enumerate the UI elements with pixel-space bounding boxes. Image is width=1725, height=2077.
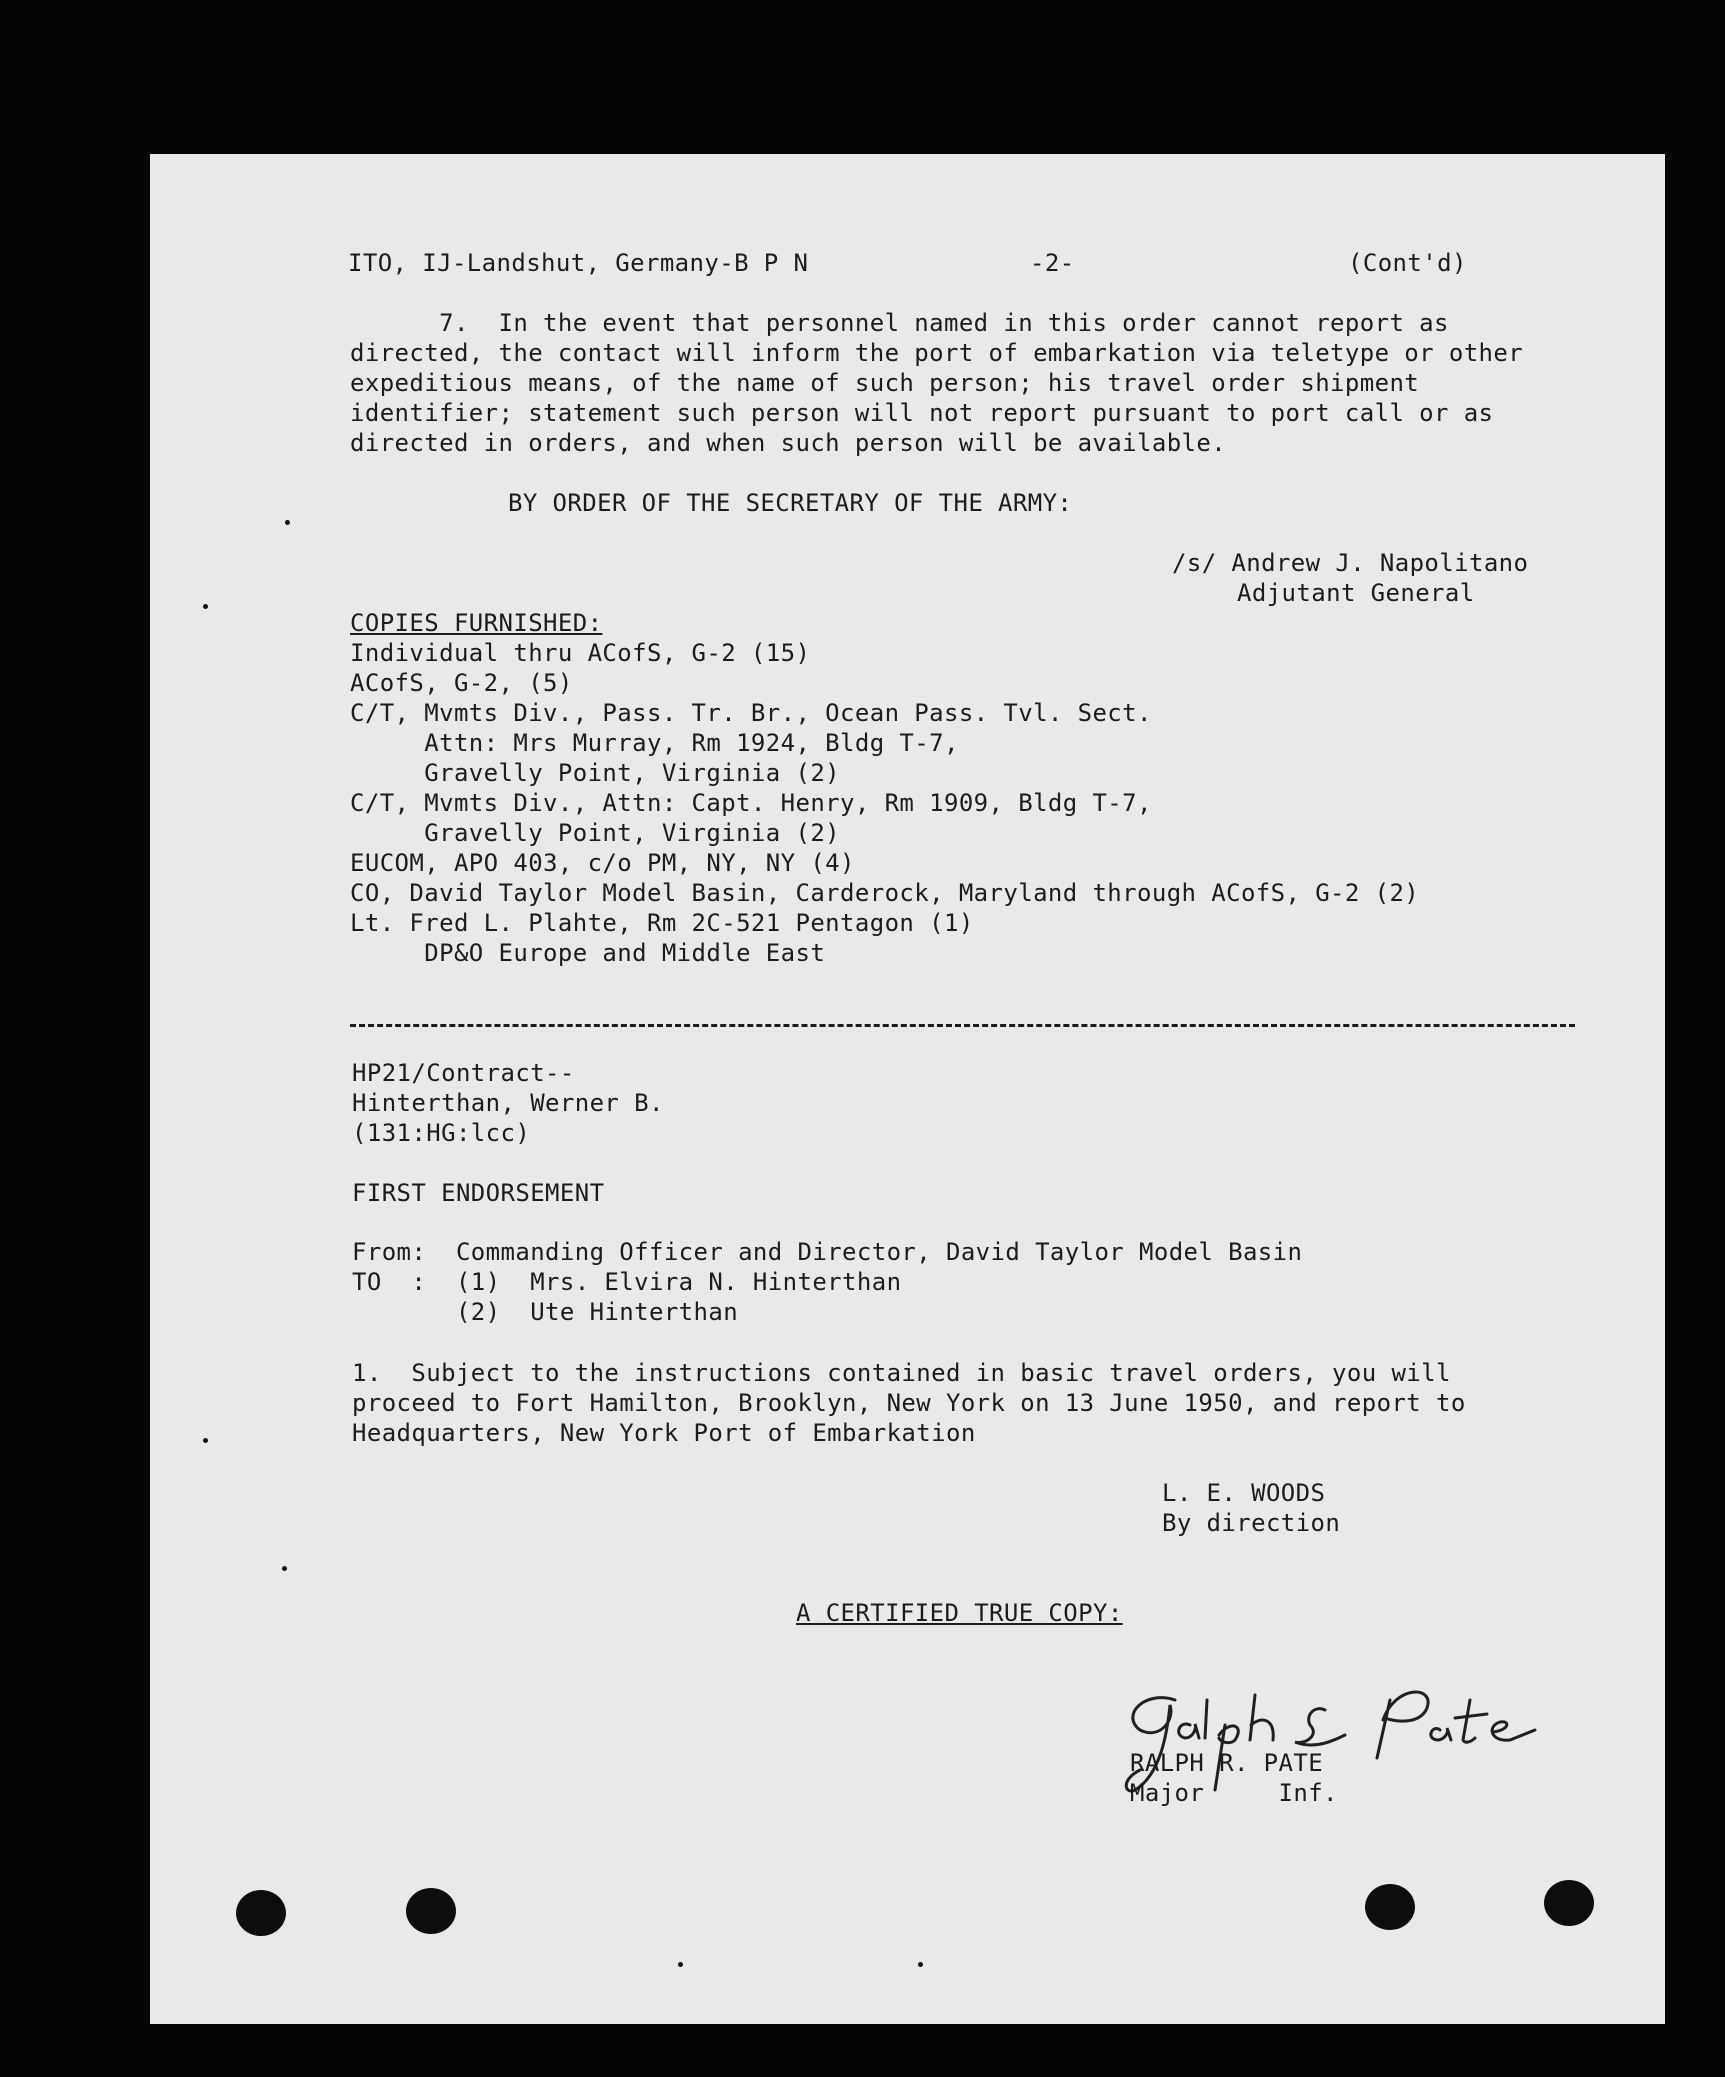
copies-line: Lt. Fred L. Plahte, Rm 2C-521 Pentagon (1): [350, 909, 974, 937]
paragraph-7-line: directed, the contact will inform the port of embarkation via teletype or other: [350, 339, 1524, 367]
reference-line: Hinterthan, Werner B.: [352, 1089, 664, 1117]
speck: [282, 1566, 287, 1571]
certified-copy-label: A CERTIFIED TRUE COPY:: [796, 1599, 1123, 1627]
header-continued: (Cont'd): [1348, 249, 1467, 277]
speck: [918, 1962, 923, 1967]
copies-line: CO, David Taylor Model Basin, Carderock, Maryland through ACofS, G-2 (2): [350, 879, 1420, 907]
copies-heading: COPIES FURNISHED:: [350, 609, 603, 637]
copies-line: Gravelly Point, Virginia (2): [350, 819, 841, 847]
page-number: -2-: [1030, 249, 1075, 277]
final-signer-name: RALPH R. PATE: [1130, 1749, 1324, 1777]
punch-hole: [406, 1888, 456, 1934]
punch-hole: [1365, 1884, 1415, 1930]
woods-name: L. E. WOODS: [1162, 1479, 1326, 1507]
header-left: ITO, IJ-Landshut, Germany-B P N: [348, 249, 809, 277]
paragraph-7-line: identifier; statement such person will not report pursuant to port call or as: [350, 399, 1494, 427]
final-signer-rank: Major Inf.: [1130, 1779, 1338, 1807]
routing-line: From: Commanding Officer and Director, David Taylor Model Basin: [352, 1238, 1303, 1266]
speck: [285, 520, 290, 525]
signer-name: /s/ Andrew J. Napolitano: [1172, 549, 1529, 577]
dashed-divider: [350, 1024, 1575, 1027]
copies-line: Gravelly Point, Virginia (2): [350, 759, 841, 787]
paragraph-7-line: directed in orders, and when such person will be available.: [350, 429, 1227, 457]
reference-line: (131:HG:lcc): [352, 1119, 531, 1147]
copies-line: Individual thru ACofS, G-2 (15): [350, 639, 811, 667]
copies-line: ACofS, G-2, (5): [350, 669, 573, 697]
woods-note: By direction: [1162, 1509, 1341, 1537]
paragraph-1-line: Headquarters, New York Port of Embarkation: [352, 1419, 976, 1447]
routing-line: TO : (1) Mrs. Elvira N. Hinterthan: [352, 1268, 902, 1296]
paragraph-7-line: expeditious means, of the name of such person; his travel order shipment: [350, 369, 1420, 397]
copies-line: EUCOM, APO 403, c/o PM, NY, NY (4): [350, 849, 855, 877]
copies-line: DP&O Europe and Middle East: [350, 939, 826, 967]
routing-line: (2) Ute Hinterthan: [352, 1298, 739, 1326]
copies-line: C/T, Mvmts Div., Attn: Capt. Henry, Rm 1909, Bldg T-7,: [350, 789, 1152, 817]
signer-title: Adjutant General: [1237, 579, 1475, 607]
copies-line: Attn: Mrs Murray, Rm 1924, Bldg T-7,: [350, 729, 959, 757]
reference-line: HP21/Contract--: [352, 1059, 575, 1087]
copies-line: C/T, Mvmts Div., Pass. Tr. Br., Ocean Pass. Tvl. Sect.: [350, 699, 1152, 727]
punch-hole: [236, 1890, 286, 1936]
paragraph-1-line: 1. Subject to the instructions contained in basic travel orders, you will: [352, 1359, 1451, 1387]
speck: [678, 1962, 683, 1967]
speck: [203, 1438, 208, 1443]
punch-hole: [1544, 1880, 1594, 1926]
speck: [203, 604, 208, 609]
endorsement-title: FIRST ENDORSEMENT: [352, 1179, 605, 1207]
order-line: BY ORDER OF THE SECRETARY OF THE ARMY:: [508, 489, 1073, 517]
paragraph-1-line: proceed to Fort Hamilton, Brooklyn, New York on 13 June 1950, and report to: [352, 1389, 1466, 1417]
paragraph-7-line: 7. In the event that personnel named in this order cannot report as: [350, 309, 1449, 337]
